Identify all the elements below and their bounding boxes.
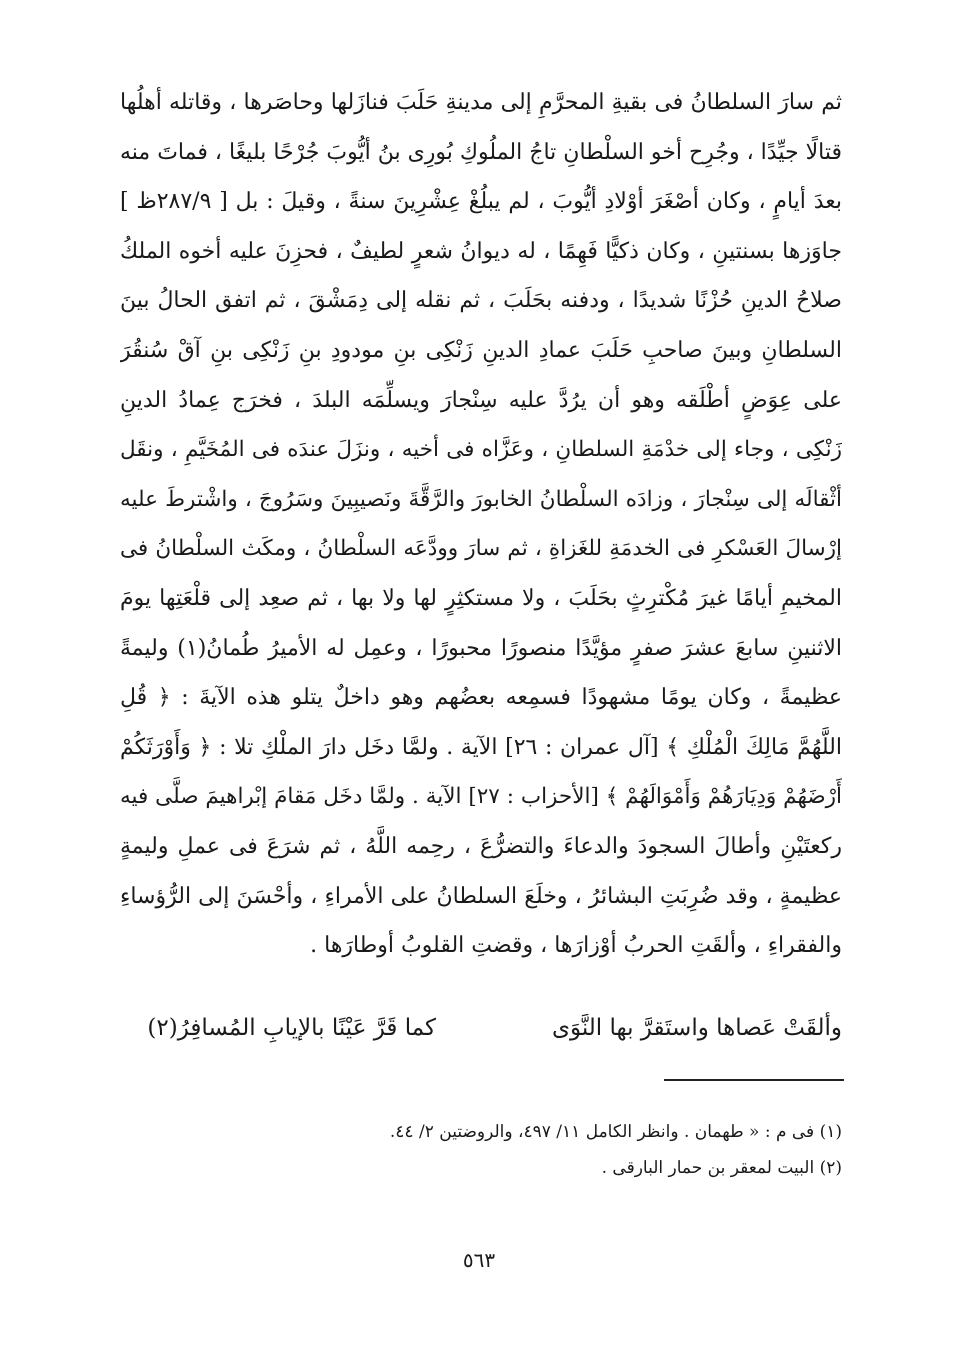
poetry-verse — [120, 1002, 842, 1054]
text-line: المخيمِ أيامًا غيرَ مُكْترِثٍ بحَلَبَ ، ولا مستكثِرٍ لها ولا بها ، ثم صعِد إلى قلْعَتِها يومَ — [120, 585, 842, 611]
page-number: ٥٦٣ — [462, 1248, 496, 1272]
text-line: بعدَ أيامٍ ، وكان أصْغَرَ أوْلادِ أيُّوبَ ، لم يبلُغْ عِشْرِينَ سنةً ، وقيلَ : بل [ ٢٨٧/٩ظ ] — [120, 189, 842, 215]
text-line: الاثنينِ سابعَ عشرَ صفرٍ مؤيَّدًا منصورًا محبورًا ، وعمِل له الأميرُ طُمانُ(١) وليمةً — [120, 635, 842, 661]
text-line: والفقراءِ ، وألقَتِ الحربُ أوْزارَها ، وقضتِ القلوبُ أوطارَها . — [310, 933, 842, 959]
footnotes — [120, 1114, 842, 1186]
footnote-1: (١) فى م : « طهمان . وانظر الكامل ١١/ ٤٩٧، والروضتين ٢/ ٤٤. — [389, 1122, 842, 1142]
text-line: عظيمةٍ ، وقد ضُرِبَتِ البشائرُ ، وخلَعَ السلطانُ على الأمراءِ ، وأحْسَنَ إلى الرُّؤساءِ — [120, 883, 842, 909]
main-text-block — [120, 78, 842, 971]
text-line: زَنْكِى ، وجاء إلى خدْمَةِ السلطانِ ، وعَزَّاه فى أخيه ، ونزَلَ عندَه فى المُخَيَّمِ ، ونقَل — [120, 437, 842, 463]
text-line: على عِوَضٍ أطْلَقه وهو أن يرُدَّ عليه سِنْجارَ ويسلِّمَه البلدَ ، فخرَج عِمادُ الدينِ — [120, 387, 842, 413]
verse-first-hemistich: وألقَتْ عَصاها واستَقرَّ بها النَّوَى — [551, 1015, 842, 1041]
text-line: ركعتَيْنِ وأطالَ السجودَ والدعاءَ والتضرُّعَ ، رحِمه اللَّهُ ، ثم شرَعَ فى عملِ وليمةٍ — [120, 833, 842, 859]
text-line: عظيمةً ، وكان يومًا مشهودًا فسمِعه بعضُهم وهو داخلٌ يتلو هذه الآيةَ : ﴿ قُلِ — [120, 685, 842, 711]
text-line: صلاحُ الدينِ حُزْنًا شديدًا ، ودفنه بحَلَبَ ، ثم نقله إلى دِمَشْقَ ، ثم اتفق الحالُ بينَ — [120, 288, 842, 314]
text-line: أثْقالَه إلى سِنْجارَ ، وزادَه السلْطانُ الخابورَ والرَّقَّةَ ونَصيبِينَ وسَرُوجَ ، واشْترطَ عليه — [120, 486, 842, 512]
verse-second-hemistich: كما قَرَّ عَيْنًا بالإيابِ المُسافِرُ(٢) — [147, 1015, 436, 1041]
text-line: ثم سارَ السلطانُ فى بقيةِ المحرَّمِ إلى مدينةِ حَلَبَ فنازَلها وحاصَرها ، وقاتله أهلُها — [120, 90, 842, 115]
footnote-separator — [664, 1079, 844, 1081]
text-line: أَرْضَهُمْ وَدِيَارَهُمْ وَأَمْوَالَهُمْ ﴾ [الأحزاب : ٢٧] الآية . ولمَّا دخَل مَقامَ إبْراهيمَ صلَّى فيه — [120, 784, 842, 810]
text-line: السلطانِ وبينَ صاحبِ حَلَبَ عمادِ الدينِ زَنْكِى بنِ مودودِ بنِ زَنْكِى بنِ آقْ سُنقُرَ — [120, 337, 842, 363]
text-line: قتالًا جيِّدًا ، وجُرِح أخو السلْطانِ تاجُ الملُوكِ بُورِى بنُ أيُّوبَ جُرْحًا بليغًا ، فماتَ منه — [120, 139, 842, 165]
text-line: اللَّهُمَّ مَالِكَ الْمُلْكِ ﴾ [آل عمران : ٢٦] الآية . ولمَّا دخَل دارَ الملْكِ تلا : ﴿ وَأَوْرَثَكُمْ — [120, 734, 842, 760]
text-line: جاوَزها بسنتينِ ، وكان ذكيًّا فَهِمًا ، له ديوانُ شعرٍ لطيفٌ ، فحزِنَ عليه أخوه الملكُ — [120, 238, 842, 264]
footnote-2: (٢) البيت لمعقر بن حمار البارقى . — [601, 1158, 842, 1178]
text-line: إرْسالَ العَسْكرِ فى الخدمَةِ للغَزاةِ ، ثم سارَ وودَّعَه السلْطانُ ، ومكَث السلْطانُ فى — [120, 536, 842, 562]
